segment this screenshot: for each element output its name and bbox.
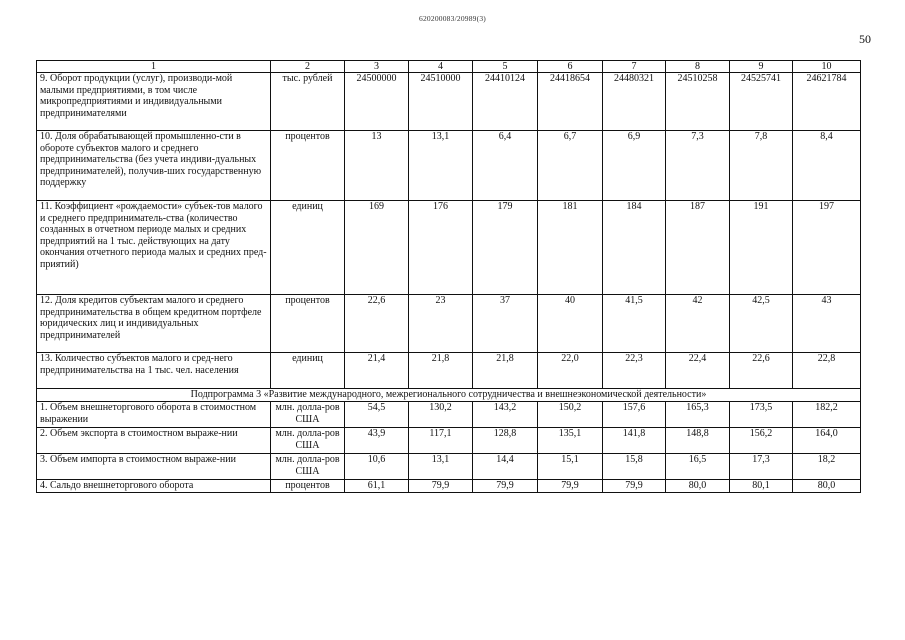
unit-cell: процентов — [271, 131, 345, 201]
indicator-name: 12. Доля кредитов субъектам малого и среднего предпринимательства в общем кредитном портфеле юридических лиц и индивидуальных предпринимателей — [37, 295, 271, 353]
value-cell: 22,3 — [603, 353, 666, 389]
value-cell: 79,9 — [409, 480, 473, 493]
value-cell: 79,9 — [473, 480, 538, 493]
value-cell: 24500000 — [345, 73, 409, 131]
table-row — [37, 131, 861, 201]
value-cell: 43 — [793, 295, 861, 353]
value-cell: 80,0 — [666, 480, 730, 493]
col-header: 5 — [473, 61, 538, 73]
indicator-name: 1. Объем внешнеторгового оборота в стоимостном выражении — [37, 402, 271, 428]
col-header: 10 — [793, 61, 861, 73]
document-id: 620200083/20989(3) — [419, 14, 486, 23]
value-cell: 130,2 — [409, 402, 473, 428]
value-cell: 43,9 — [345, 428, 409, 454]
value-cell: 143,2 — [473, 402, 538, 428]
col-header: 9 — [730, 61, 793, 73]
indicator-name: 10. Доля обрабатывающей промышленно-сти в обороте субъектов малого и среднего предпринимательства (без учета индиви-дуальных предпринимателей), получив-ших государственную поддержку — [37, 131, 271, 201]
indicator-name: 3. Объем импорта в стоимостном выраже-нии — [37, 454, 271, 480]
value-cell: 182,2 — [793, 402, 861, 428]
value-cell: 24510000 — [409, 73, 473, 131]
value-cell: 148,8 — [666, 428, 730, 454]
value-cell: 24418654 — [538, 73, 603, 131]
value-cell: 21,8 — [473, 353, 538, 389]
value-cell: 165,3 — [666, 402, 730, 428]
table-row — [37, 73, 861, 131]
value-cell: 6,7 — [538, 131, 603, 201]
table-row — [37, 454, 861, 480]
table-row — [37, 402, 861, 428]
table-row — [37, 480, 861, 493]
col-header: 6 — [538, 61, 603, 73]
indicator-name: 9. Оборот продукции (услуг), производи-мой малыми предприятиями, в том числе микропредприятиями и индивидуальными предпринимателями — [37, 73, 271, 131]
unit-cell: единиц — [271, 201, 345, 295]
value-cell: 24410124 — [473, 73, 538, 131]
value-cell: 173,5 — [730, 402, 793, 428]
page-number: 50 — [859, 32, 871, 46]
value-cell: 21,8 — [409, 353, 473, 389]
value-cell: 7,3 — [666, 131, 730, 201]
value-cell: 15,8 — [603, 454, 666, 480]
col-header: 8 — [666, 61, 730, 73]
table-row — [37, 428, 861, 454]
unit-cell: процентов — [271, 295, 345, 353]
value-cell: 61,1 — [345, 480, 409, 493]
value-cell: 22,0 — [538, 353, 603, 389]
value-cell: 184 — [603, 201, 666, 295]
value-cell: 179 — [473, 201, 538, 295]
unit-cell: млн. долла-ров США — [271, 454, 345, 480]
value-cell: 24525741 — [730, 73, 793, 131]
value-cell: 10,6 — [345, 454, 409, 480]
unit-cell: процентов — [271, 480, 345, 493]
unit-cell: млн. долла-ров США — [271, 402, 345, 428]
table-row — [37, 353, 861, 389]
value-cell: 6,9 — [603, 131, 666, 201]
col-header: 2 — [271, 61, 345, 73]
value-cell: 22,8 — [793, 353, 861, 389]
value-cell: 164,0 — [793, 428, 861, 454]
value-cell: 79,9 — [538, 480, 603, 493]
value-cell: 41,5 — [603, 295, 666, 353]
col-header: 4 — [409, 61, 473, 73]
value-cell: 7,8 — [730, 131, 793, 201]
value-cell: 156,2 — [730, 428, 793, 454]
value-cell: 24510258 — [666, 73, 730, 131]
indicator-name: 11. Коэффициент «рождаемости» субъек-тов малого и среднего предприниматель-ства (количество созданных в отчетном периоде малых и средних предприятий на 1 тыс. действующих на дату окончания отчетного периода малых и средних пред-приятий) — [37, 201, 271, 295]
value-cell: 181 — [538, 201, 603, 295]
value-cell: 135,1 — [538, 428, 603, 454]
value-cell: 128,8 — [473, 428, 538, 454]
value-cell: 176 — [409, 201, 473, 295]
column-number-row — [37, 61, 861, 73]
col-header: 1 — [37, 61, 271, 73]
value-cell: 141,8 — [603, 428, 666, 454]
value-cell: 21,4 — [345, 353, 409, 389]
table-row — [37, 201, 861, 295]
value-cell: 191 — [730, 201, 793, 295]
value-cell: 80,1 — [730, 480, 793, 493]
value-cell: 24621784 — [793, 73, 861, 131]
value-cell: 197 — [793, 201, 861, 295]
table-row — [37, 295, 861, 353]
value-cell: 22,6 — [730, 353, 793, 389]
value-cell: 40 — [538, 295, 603, 353]
value-cell: 22,4 — [666, 353, 730, 389]
value-cell: 79,9 — [603, 480, 666, 493]
subprogram-title: Подпрограмма 3 «Развитие международного, межрегионального сотрудничества и внешнеэкономической деятельности» — [37, 389, 861, 402]
unit-cell: млн. долла-ров США — [271, 428, 345, 454]
col-header: 7 — [603, 61, 666, 73]
value-cell: 15,1 — [538, 454, 603, 480]
value-cell: 13,1 — [409, 131, 473, 201]
value-cell: 23 — [409, 295, 473, 353]
value-cell: 18,2 — [793, 454, 861, 480]
value-cell: 80,0 — [793, 480, 861, 493]
indicator-name: 13. Количество субъектов малого и сред-него предпринимательства на 1 тыс. чел. населения — [37, 353, 271, 389]
value-cell: 187 — [666, 201, 730, 295]
value-cell: 117,1 — [409, 428, 473, 454]
value-cell: 13,1 — [409, 454, 473, 480]
value-cell: 14,4 — [473, 454, 538, 480]
indicators-table — [36, 60, 861, 493]
value-cell: 24480321 — [603, 73, 666, 131]
value-cell: 16,5 — [666, 454, 730, 480]
col-header: 3 — [345, 61, 409, 73]
value-cell: 42,5 — [730, 295, 793, 353]
value-cell: 42 — [666, 295, 730, 353]
value-cell: 150,2 — [538, 402, 603, 428]
value-cell: 54,5 — [345, 402, 409, 428]
indicator-name: 2. Объем экспорта в стоимостном выраже-нии — [37, 428, 271, 454]
unit-cell: тыс. рублей — [271, 73, 345, 131]
value-cell: 13 — [345, 131, 409, 201]
unit-cell: единиц — [271, 353, 345, 389]
indicator-name: 4. Сальдо внешнеторгового оборота — [37, 480, 271, 493]
value-cell: 6,4 — [473, 131, 538, 201]
value-cell: 22,6 — [345, 295, 409, 353]
subprogram-row — [37, 389, 861, 402]
value-cell: 157,6 — [603, 402, 666, 428]
value-cell: 169 — [345, 201, 409, 295]
value-cell: 37 — [473, 295, 538, 353]
value-cell: 8,4 — [793, 131, 861, 201]
value-cell: 17,3 — [730, 454, 793, 480]
